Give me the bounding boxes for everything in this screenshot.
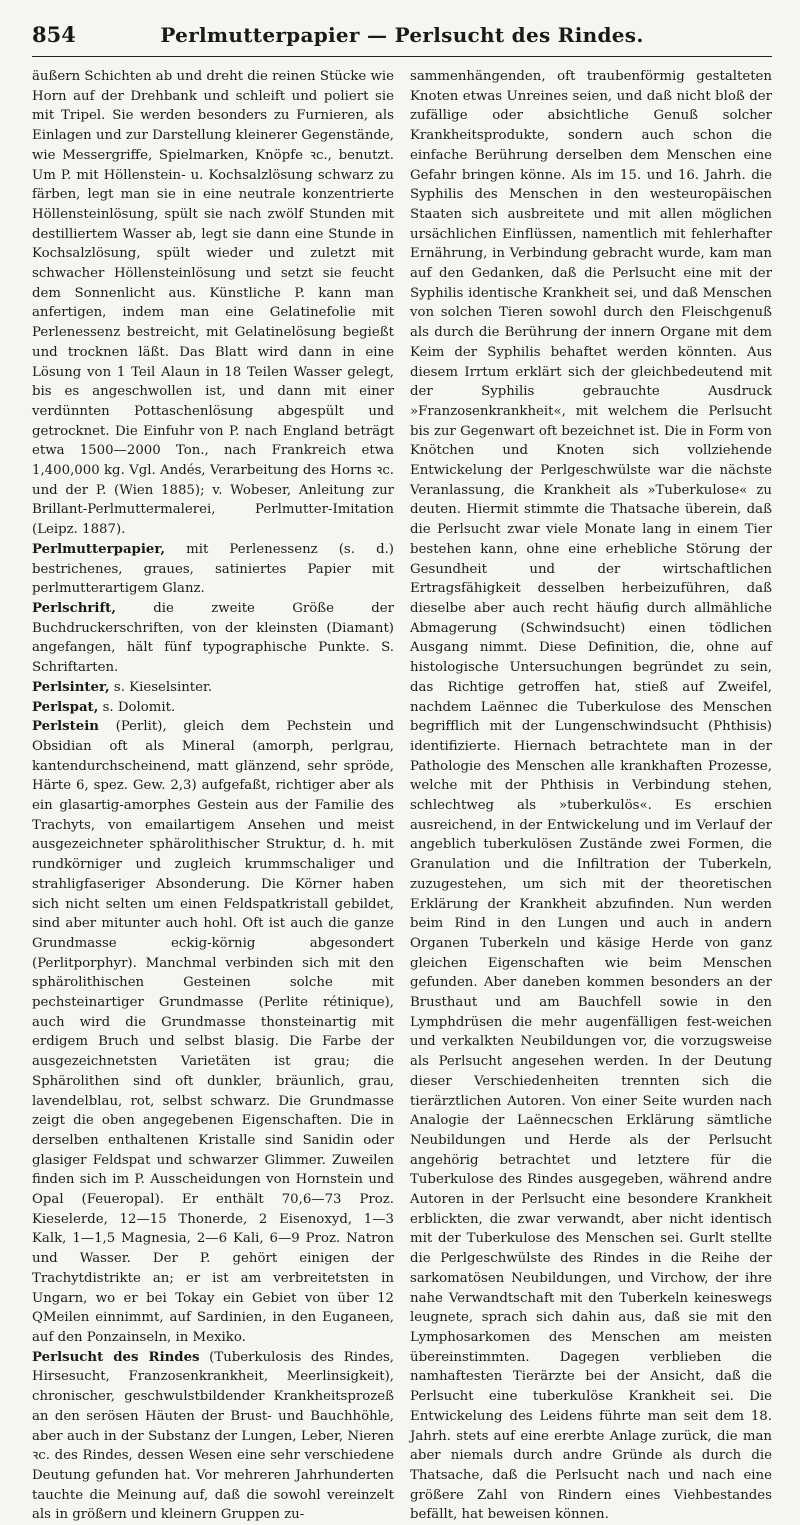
entry-text: (Tuberkulosis des Rindes, Hirsesucht, Franzosenkrankheit, Meerlinsigkeit), chronischer, geschwulstbildender Krankheitsprozeß an den serösen Häuten der Brust- und Bauchhöhle, aber auch in der Substanz der Lungen, Leber, Nieren ꝛc. des Rindes, dessen Wesen eine sehr verschiedene Deutung gefunden hat. Vor mehreren Jahrhunderten tauchte die Meinung auf, daß die sowohl vereinzelt als in größern und kleinern Gruppen zu-: [32, 1349, 395, 1523]
text-columns: [32, 67, 772, 1525]
entry-perlmutterpapier: [32, 540, 394, 599]
right-column: [410, 67, 772, 1525]
entry-text: (Perlit), gleich dem Pechstein und Obsidian oft als Mineral (amorph, perlgrau, kantendurchscheinend, matt glänzend, sehr spröde, Härte 6, spez. Gew. 2,3) aufgefaßt, richtiger aber als ein glasartig-amorphes Gestein aus der Familie des Trachyts, von emailartigem Ansehen und meist ausgezeichneter sphärolithischer Struktur, d. h. mit rundkörniger und zugleich krummschaliger und strahligfaseriger Absonderung. Die Körner haben sich nicht selten um einen Feldspatkristall gebildet, sind aber mitunter auch hohl. Oft ist auch die ganze Grundmasse eckig-körnig abgesondert (Perlitporphyr). Manchmal verbinden sich mit den sphärolithischen Gesteinen solche mit pechsteinartiger Grundmasse (Perlite rétinique), auch wird die Grundmasse thonsteinartig mit erdigem Bruch und selbst blasig. Die Farbe der ausgezeichnetsten Varietäten ist grau; die Sphärolithen sind oft dunkler, bräunlich, grau, lavendelblau, rot, selbst schwarz. Die Grundmasse zeigt die oben angegebenen Eigenschaften. Die in derselben enthaltenen Kristalle sind Sanidin oder glasiger Feldspat und schwarzer Glimmer. Zuweilen finden sich im P. Ausscheidungen von Hornstein und Opal (Feueropal). Er enthält 70,6—73 Proz. Kieselerde, 12—15 Thonerde, 2 Eisenoxyd, 1—3 Kalk, 1—1,5 Magnesia, 2—6 Kali, 6—9 Proz. Natron und Wasser. Der P. gehört einigen der Trachytdistrikte an; er ist am verbreitetsten in Ungarn, wo er bei Tokay ein Gebiet von über 12 QMeilen einnimmt, auf Sardinien, in den Euganeen, auf den Ponzainseln, in Mexiko.: [32, 719, 394, 1345]
running-title: Perlmutterpapier — Perlsucht des Rindes.: [160, 23, 644, 47]
page-header: [32, 22, 772, 57]
entry-perlschrift: [32, 599, 394, 678]
entry-perlsucht-des-rindes: [32, 1348, 394, 1525]
paragraph: sammenhängenden, oft traubenförmig gestalteten Knoten etwas Unreines seien, und daß nicht bloß der zufällige oder absichtliche Genuß solcher Krankheitsprodukte, sondern auch schon die einfache Berührung derselben dem Menschen eine Gefahr bringen könne. Als im 15. und 16. Jahrh. die Syphilis des Menschen in den westeuropäischen Staaten sich ausbreitete und mit allen möglichen ursächlichen Einflüssen, namentlich mit fehlerhafter Ernährung, in Verbindung gebracht wurde, kam man auf den Gedanken, daß die Perlsucht eine mit der Syphilis identische Krankheit sei, und daß Menschen von solchen Tieren sowohl durch den Fleischgenuß als durch die Berührung der innern Organe mit dem Keim der Syphilis behaftet werden könnten. Aus diesem Irrtum erklärt sich der gleichbedeutend mit der Syphilis gebrauchte Ausdruck »Franzosenkrankheit«, mit welchem die Perlsucht bis zur Gegenwart oft bezeichnet ist. Die in Form von Knötchen und Knoten sich vollziehende Entwickelung der Perlgeschwülste war die nächste Veranlassung, die Krankheit als »Tuberkulose« zu deuten. Hiermit stimmte die Thatsache überein, daß die Perlsucht zwar viele Monate lang in einem Tier bestehen kann, ohne eine erhebliche Störung der Gesundheit und der wirtschaftlichen Ertragsfähigkeit desselben herbeizuführen, daß dieselbe aber auch recht häufig durch allmähliche Abmagerung (Schwindsucht) einen tödlichen Ausgang nimmt. Diese Definition, die, ohne auf histologische Untersuchungen begründet zu sein, das Richtige getroffen hat, stieß auf Zweifel, nachdem Laënnec die Tuberkulose des Menschen begrifflich mit der Lungenschwindsucht (Phthisis) identifizierte. Hiernach betrachtete man in der Pathologie des Menschen alle krankhaften Prozesse, welche mit der Phthisis in Verbindung stehen, schlechtweg als »tuberkulös«. Es erschien ausreichend, in der Entwickelung und im Verlauf der angeblich tuberkulösen Zustände zwei Formen, die Granulation und die Infiltration der Tuberkeln, zuzugestehen, um sich mit der theoretischen Erklärung der Krankheit abzufinden. Nun werden beim Rind in den Lungen und auch in andern Organen Tuberkeln und käsige Herde von ganz gleichen Eigenschaften wie beim Menschen gefunden. Aber daneben kommen besonders an der Brusthaut und am Bauchfell sowie in den Lymphdrüsen die mehr augenfälligen fest-weichen und verkalkten Neubildungen vor, die vorzugsweise als Perlsucht angesehen werden. In der Deutung dieser Verschiedenheiten trennten sich die tierärztlichen Autoren. Von einer Seite wurden nach Analogie der Laënnecschen Erklärung sämtliche Neubildungen und Herde als der Perlsucht angehörig betrachtet und letztere für die Tuberkulose des Rindes ausgegeben, während andre Autoren in der Perlsucht eine besondere Krankheit erblickten, die zwar verwandt, aber nicht identisch mit der Tuberkulose des Menschen sei. Gurlt stellte die Perlgeschwülste des Rindes in die Reihe der sarkomatösen Neubildungen, und Virchow, der ihre nahe Verwandtschaft mit den Tuberkeln keineswegs leugnete, sprach sich dahin aus, daß sie mit den Lymphosarkomen des Menschen am meisten übereinstimmten. Dagegen verblieben die namhaftesten Tierärzte bei der Ansicht, daß die Perlsucht eine tuberkulöse Krankheit sei. Die Entwickelung des Leidens führte man seit dem 18. Jahrh. stets auf eine ererbte Anlage zurück, die man aber niemals durch andre Gründe als durch die Thatsache, daß die Perlsucht nach und nach eine größere Zahl von Rindern eines Viehbestandes befällt, hat beweisen können.: [410, 69, 772, 1523]
entry-perlspat: [32, 698, 394, 718]
paragraph: äußern Schichten ab und dreht die reinen Stücke wie Horn auf der Drehbank und schleift und poliert sie mit Tripel. Sie werden besonders zu Furnieren, als Einlagen und zur Darstellung kleinerer Gegenstände, wie Messergriffe, Spielmarken, Knöpfe ꝛc., benutzt. Um P. mit Höllenstein- u. Kochsalzlösung schwarz zu färben, legt man sie in eine neutrale konzentrierte Höllensteinlösung, spült sie nach zwölf Stunden mit destilliertem Wasser ab, legt sie dann eine Stunde in Kochsalzlösung, spült wieder und zuletzt mit schwacher Höllensteinlösung und setzt sie feucht dem Sonnenlicht aus. Künstliche P. kann man anfertigen, indem man eine Gelatinefolie mit Perlenessenz bestreicht, mit Gelatinelösung begießt und trocknen läßt. Das Blatt wird dann in eine Lösung von 1 Teil Alaun in 18 Teilen Wasser gelegt, bis es angeschwollen ist, und dann mit einer verdünnten Pottaschenlösung abgespült und getrocknet. Die Einfuhr von P. nach England beträgt etwa 1500—2000 Ton., nach Frankreich etwa 1,400,000 kg. Vgl. Andés, Verarbeitung des Horns ꝛc. und der P. (Wien 1885); v. Wobeser, Anleitung zur Brillant-Perlmuttermalerei, Perlmutter-Imitation (Leipz. 1887).: [32, 69, 394, 538]
entry-text: mit Perlenessenz (s. d.) bestrichenes, graues, satiniertes Papier mit perlmutterartigem Glanz.: [32, 541, 394, 597]
page-number: 854: [32, 22, 76, 47]
entry-keyword: Perlmutterpapier,: [32, 541, 166, 557]
entry-keyword: Perlsucht des Rindes: [32, 1349, 200, 1365]
entry-text: s. Dolomit.: [98, 699, 176, 715]
left-column: [32, 67, 394, 1525]
entry-keyword: Perlspat,: [32, 699, 99, 715]
entry-keyword: Perlschrift,: [32, 600, 116, 616]
entry-keyword: Perlstein: [32, 719, 99, 735]
entry-text: die zweite Größe der Buchdruckerschriften, von der kleinsten (Diamant) angefangen, hält fünf typographische Punkte. S. Schriftarten.: [32, 600, 394, 676]
entry-keyword: Perlsinter,: [32, 679, 110, 695]
entry-text: s. Kieselsinter.: [109, 679, 213, 695]
entry-perlstein: [32, 717, 394, 1348]
entry-perlsinter: [32, 678, 394, 698]
